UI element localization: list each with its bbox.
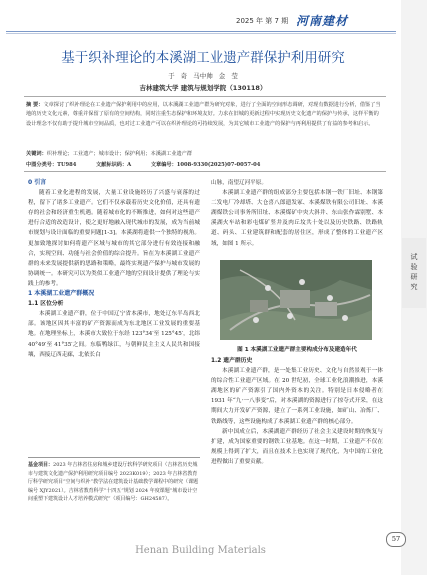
clc-value: TU984 xyxy=(57,162,77,168)
issue-label: 2025 年 第 7 期 xyxy=(236,17,289,25)
abstract-text: 文章探讨了织补理论在工业遗产保护利用中的应用，以本溪湖工业遗产群为研究对象，进行了全面的空间形态调研，对现有数据进行分析，借鉴了当地的历史文化元素，尊重并保留了原有的空间结构，同时注重生态保护和环境友好。力求在旧城的更新过程中实现历史文化遗产的保护与传承，这样平衡的设计理念不仅有助于提升城市空间品质，也对过工业遗产可以在织补理论的可持续发展，为其它城市工业遗产的保护与再利用提供了有益的参考和启示。 xyxy=(26,102,381,127)
doc-code-label: 文献标识码： xyxy=(96,162,128,168)
right-column-top xyxy=(211,178,383,249)
left-column xyxy=(28,178,200,360)
keywords xyxy=(26,150,382,157)
header-rule-thin xyxy=(6,33,396,34)
author-affiliation: 吉林建筑大学 建筑与规划学院（130118） xyxy=(139,84,267,92)
keywords-label: 关键词： xyxy=(26,151,47,157)
section-tab: 试验研究 xyxy=(402,238,426,308)
figure-1-caption: 图 1 本溪湖工业遗产群主要构成分布及建造年代 xyxy=(237,347,357,353)
paragraph-intro: 随着工业化进程的发展，大量工业设施经历了兴盛与衰落的过程，留下了诸多工业遗产。它们不仅承载着历史文化价值，还具有遗存的社会和经济重生机遇。随着城市化的不断推进，如何对这些遗产进行合适的改造设计，使之更好地融入现代城市的发展，成为当前城市规划与设计面临的重要问题[1-3]。本溪湖将遗供一个独特的视角。更加致地探讨如何将遗产区域与城市的其它部分进行有效连接和融合，实现空间、功能与社会价值的综合提升。旨在为本溪湖工业遗产群的未来发展提供新的思路和策略，最终实现遗产保护与城市发展的协调统一。本研究可以为类似工业遗产地的空间设计提供了理论与实践上的参考。 xyxy=(28,190,200,287)
author-list: 于 奇 马中帅 金 莹 xyxy=(168,72,238,80)
footnote-text: 2023 年吉林省住房和城乡建设厅软科学研究项目（吉林省历史城市与建筑文化遗产保护利用研究项目编号 2023K019）；2023 年吉林省教育厅科学研究项目“空间与织补”教学法在建筑设计基础教学课程中的研究（课题编号 XJY2021）。吉林省教育科学“十四五”规划 2024 年度课题“城市设计空间重塑下建筑设计人才培养模式研究”（项目编号：GH24587）。 xyxy=(28,462,199,503)
section-heading-intro: 0 引言 xyxy=(28,179,47,186)
classification-line xyxy=(26,161,382,168)
abstract xyxy=(26,101,382,129)
aerial-map-image xyxy=(220,260,372,340)
footnote-label: 基金项目： xyxy=(28,462,54,468)
section-heading-overview: 1 本溪湖工业遗产群概况 xyxy=(28,290,95,298)
paragraph-location: 本溪湖工业遗产群，位于中国辽宁省本溪市，地处辽东半岛西北部。该地区因其丰富的矿产资源而成为东北地区工业发展的重要基地。在地理坐标上，本溪市大致位于东经 123°34′至 125°45′，北纬 40°49′至 41°35′之间。东临鸭绿江，与朝鲜民主主义人民共和国接壤，西接辽西走廊，北依长白 xyxy=(28,311,200,358)
funding-footnote xyxy=(28,457,200,504)
subsection-heading-location: 1.1 区位分析 xyxy=(28,301,64,308)
page-header xyxy=(0,8,427,34)
keywords-text: 织补理论；工业遗产；城市设计；保护利用；本溪湖工业遗产群 xyxy=(46,151,193,157)
article-no-label: 文章编号： xyxy=(150,162,177,168)
paragraph-prc: 新中国成立后，本溪湖遗产群经历了社会主义建设时期的恢复与扩建，成为国家重要的钢铁工业基地。在这一时期，工业遗产不仅在规模上得到了扩大，而且在技术上也实现了现代化，为中国的工业化进程做出了重要贡献。 xyxy=(211,428,383,465)
article-no-value: 1008-9330(2025)07-0057-04 xyxy=(176,162,261,168)
clc-label: 中图分类号： xyxy=(26,162,58,168)
abstract-label: 摘 要： xyxy=(26,102,44,108)
paragraph-continued: 山脉，南望辽河平原。 xyxy=(211,180,267,186)
doc-code-value: A xyxy=(127,162,132,168)
right-column-bottom xyxy=(211,356,383,467)
page-number: 57 xyxy=(386,532,406,547)
paragraph-components: 本溪湖工业遗产群的组成部分主要包括本钢一铁厂旧址、本钢第二发电厂冷却塔、大仓喜八郎遗发冢、本溪煤铁有限公司旧址、本溪湖煤铁公司事务所旧址、本溪煤矿中央大斜井、东山张作霖别墅、本溪湖火车站和彩屯煤矿竖井及肉丘坟共十处以及历史铁路、铁路轨道、码头、工业建筑群和配套的居住区，形成了整体的工业遗产区域，如图 1 所示。 xyxy=(211,190,383,247)
subsection-heading-history: 1.2 遗产群历史 xyxy=(211,358,253,364)
figure-1-aerial-map xyxy=(220,260,372,340)
header-rule xyxy=(6,31,396,32)
journal-footer: Henan Building Materials xyxy=(135,545,266,556)
paragraph-history: 本溪湖工业遗产群，是一处集工业历史、文化与自然景观于一体的综合性工业遗产区域。在 20 世纪初，全球工业化浪潮推进，本溪湖地区的矿产资源引了国内外资本的关注。特别是日本侵略者在 1931 年“九·一八事变”后，对本溪湖的资源进行了掠夺式开采，在这期间大力开发矿产资源，建立了一系列工业设施，如矿山、冶炼厂、铁路线等，这些设施构成了本溪湖工业遗产群的核心部分。 xyxy=(211,368,383,425)
journal-name: 河南建材 xyxy=(296,14,349,28)
article-title: 基于织补理论的本溪湖工业遗产群保护利用研究 xyxy=(61,50,345,66)
